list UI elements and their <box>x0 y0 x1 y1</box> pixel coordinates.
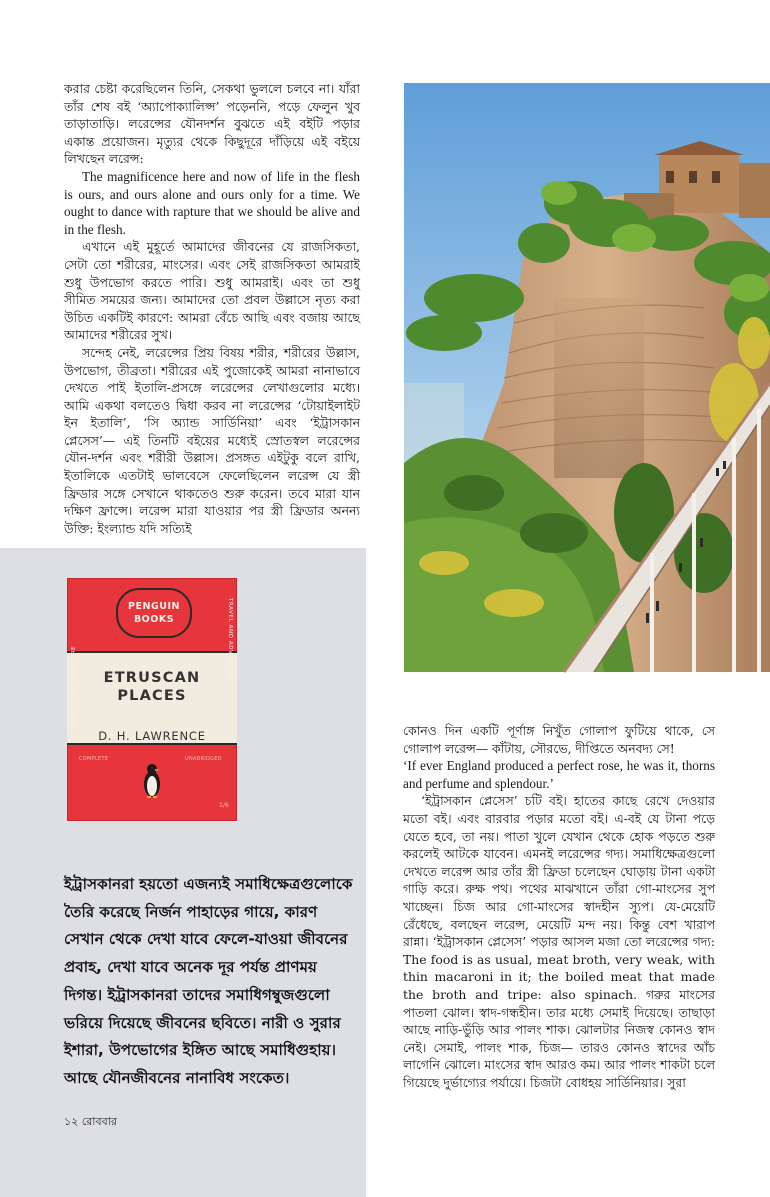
price: 1/6 <box>219 802 229 809</box>
series-label-left: TRAVEL AND ADVENTURE <box>71 645 77 728</box>
book-cover <box>67 578 237 821</box>
pull-quote: ইট্রাসকানরা হয়তো এজন্যই সমাধিক্ষেত্রগুলোকে তৈরি করেছে নির্জন পাহাড়ের গায়ে, কারণ সেখান থেকে দেখা যাবে ফেলে-যাওয়া জীবনের প্রবাহ, দেখা যাবে অনেক দূর পর্যন্ত প্রাণময় দিগন্ত। ইট্রাসকানরা তাদের সমাধিগম্বুজগুলো ভরিয়ে দিয়েছে জীবনের ছবিতে। নারী ও সুরার ইশারা, উপভোগের ইঙ্গিত আছে সমাধিগুহায়। আছে যৌনজীবনের নানাবিধ সংকেত। <box>64 875 353 1087</box>
english-quote: The magnificence here and now of life in the flesh is ours, and ours alone and ours only for a time. We ought to dance with rapture that we should be alive and in the flesh. <box>64 168 360 237</box>
paragraph: এখানে এই মুহূর্তে আমাদের জীবনের যে রাজসিকতা, সেটা তো শরীরের, মাংসের। এবং সেই রাজসিকতা আমরাই শুধু উপভোগ করতে পারি। শুধু আমরাই। এবং তা শুধু সীমিত সময়ের জন্য। আমাদের তো প্রবল উল্লাসে নৃত্য করা উচিত একটিই কারণে: আমরা বেঁচে আছি এবং বজায় আছে আমাদের শরীরের সুখ। <box>64 239 360 343</box>
book-author: D. H. LAWRENCE <box>98 729 206 743</box>
book-title-line1: ETRUSCAN <box>103 670 201 686</box>
book-title <box>67 669 237 705</box>
paragraph: ‘ইট্রাসকান প্লেসেস’ চটি বই। হাতের কাছে রেখে দেওয়ার মতো বই। এবং বারবার পড়ার মতো বই। এ-বই যে টানা পড়ে যেতে হবে, তা নয়। পাতা খুলে যেখান থেকে হোক পড়তে শুরু করলেই আটকে যাবেন। এমনই লরেন্সের গদ্য। সমাধিক্ষেত্রগুলো দেখতে লরেন্স আর তাঁর স্ত্রী ফ্রিডা চলেছেন ঘোড়ায় টানা একটা গাড়ি করে। রুক্ষ পথ। পথের মাঝখানে তাঁরা গো-মাংসের সুপ খাচ্ছেন। চিজ আর গো-মাংসের স্বাদহীন স্যুপ। যে-মেয়েটি রেঁধেছে, বলছেন লরেন্স, মেয়েটি মন্দ নয়। কিন্তু বেশ খারাপ রান্না। ‘ইট্রাসকান প্লেসেস’ পড়ার আসল মজা তো লরেন্সের গদ্য: The food is as usual, meat broth, very weak, with thin macaroni in it; the boiled meat that made the broth and tripe: also spinach. গরুর মাংসের পাতলা ঝোল। স্বাদ-গন্ধহীন। তার মধ্যে সেমাই দিয়েছে। তাছাড়া আছে নাড়ি-ভুঁড়ি আর পালং শাক। ঝোলটার নিজস্ব কোনও স্বাদ নেই। সেমাই, পালং শাক, চিজ— তারও কোনও স্বাদের আঁচ লাগেনি ঝোলে। মাংসের স্বাদ আরও কম। আর পালং শাকটা চলে গিয়েছে দুর্ভাগ্যের পর্যায়ে। চিজটা বোধহয় সার্ডিনিয়ার। সুরা <box>403 793 715 1090</box>
cover-note-right: UNABRIDGED <box>185 756 222 762</box>
hilltown-photo <box>404 83 770 672</box>
penguin-logo-cartouche <box>116 588 192 638</box>
page-footer: ১২ রোববার <box>64 1115 117 1128</box>
article-column-right <box>403 722 715 1166</box>
paragraph: সন্দেহ নেই, লরেন্সের প্রিয় বিষয় শরীর, শরীরের উল্লাস, উপভোগ, তীব্রতা। শরীরের এই পুজোকেই আমরা নানাভাবে দেখতে পাই ইতালি-প্রসঙ্গে লরেন্সের লেখাগুলোর মধ্যে। আমি একথা বলতেও দ্বিধা করব না লরেন্সের ‘টোয়াইলাইট ইন ইতালি’, ‘সি অ্যান্ড সার্ডিনিয়া’ এবং ‘ইট্রাসকান প্লেসেস’— এই তিনটি বইয়ের মধ্যেই স্রোতস্বল লরেন্সের যৌন-দর্শন এবং শরীরী উল্লাস। প্রসঙ্গত এইটুকু বলে রাখি, ইতালিকে এতটাই ভালবেসে ফেলেছিলেন লরেন্স যে স্ত্রী ফ্রিডার সঙ্গে সেখানে থাকতেও শুরু করেন। তবে মারা যান দক্ষিণ ফ্রান্সে। লরেন্স মারা যাওয়ার পর স্ত্রী ফ্রিডার অনন্য উক্তি: ইংল্যান্ড যদি সত্যিই <box>64 344 360 536</box>
article-column-left <box>64 80 360 536</box>
penguin-icon <box>142 762 162 800</box>
book-title-line2: PLACES <box>117 688 187 704</box>
paragraph: কোনও দিন একটি পূর্ণাঙ্গ নিখুঁত গোলাপ ফুটিয়ে থাকে, সে গোলাপ লরেন্স— কাঁটায়, সৌরভে, দীপ্তিতে অনবদ্য সে! <box>403 723 715 756</box>
english-quote: ‘If ever England produced a perfect rose, he was it, thorns and perfume and splendour.’ <box>403 758 715 791</box>
publisher-name: PENGUIN <box>128 601 180 612</box>
publisher-books: BOOKS <box>133 614 175 625</box>
cover-note-left: COMPLETE <box>79 756 109 762</box>
series-label-right: TRAVEL AND ADVENTURE <box>227 598 233 681</box>
paragraph: করার চেষ্টা করেছিলেন তিনি, সেকথা ভুললে চলবে না। যাঁরা তাঁর শেষ বই ‘অ্যাপোক্যালিপ্স’ পড়েননি, পড়ে ফেলুন খুব তাড়াতাড়ি। লরেন্সের যৌনদর্শন বুঝতে এই বইটি পড়ার একান্ত প্রয়োজন। মৃত্যুর থেকে কিছুদূরে দাঁড়িয়ে এই বইয়ে লিখছেন লরেন্স: <box>64 81 360 167</box>
